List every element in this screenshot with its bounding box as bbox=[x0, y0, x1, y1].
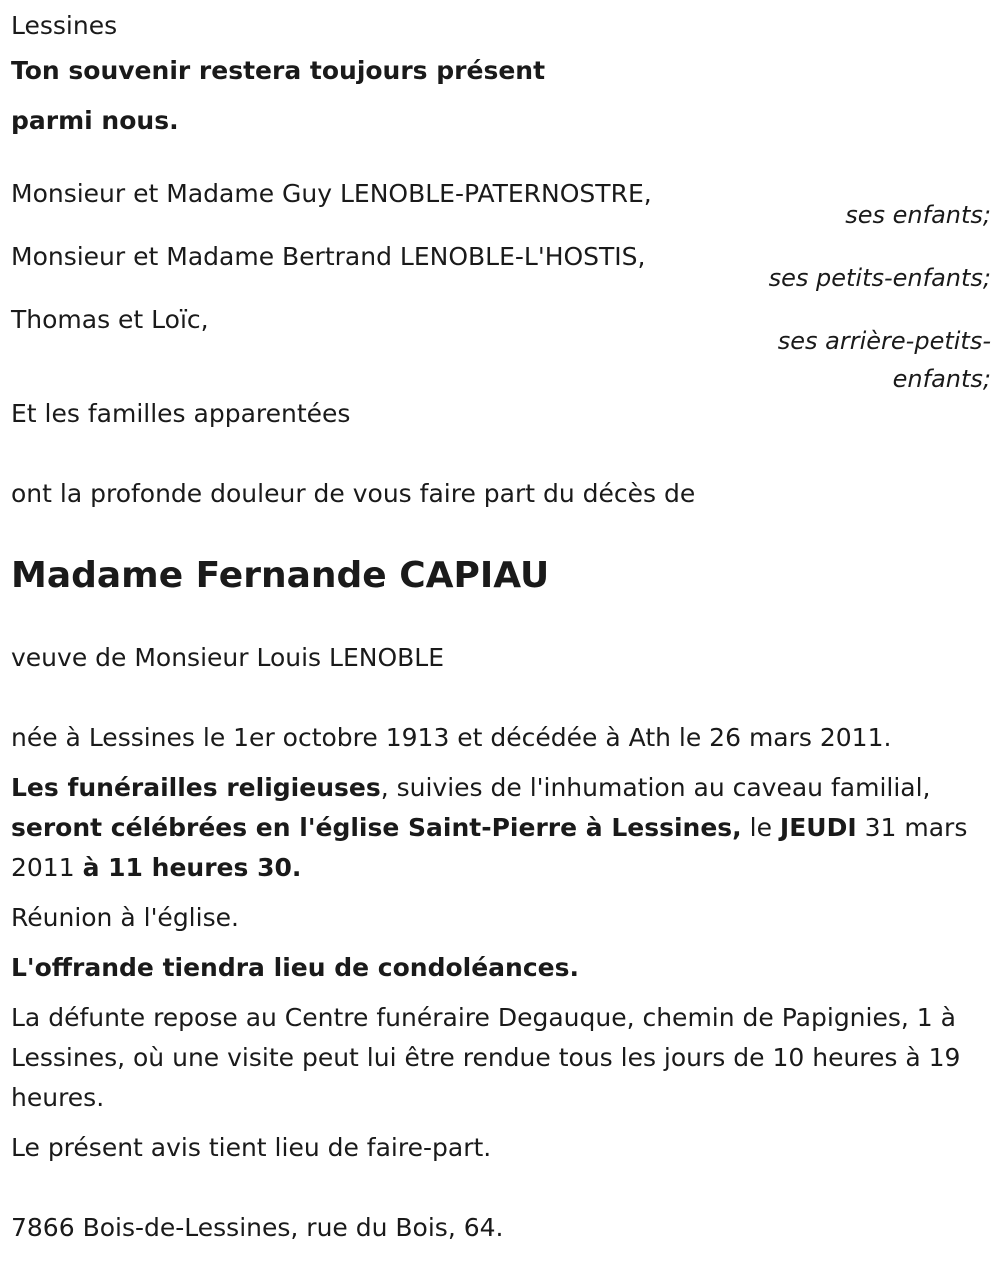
city-heading: Lessines bbox=[11, 11, 118, 40]
birth-death-dates: née à Lessines le 1er octobre 1913 et décédée à Ath le 26 mars 2011. bbox=[11, 723, 892, 752]
funeral-date: 31 mars 2011 bbox=[11, 813, 968, 882]
funeral-church-text: seront célébrées en l'église Saint-Pierre à Lessines, bbox=[11, 813, 742, 842]
funeral-le-text: le bbox=[741, 813, 780, 842]
relation-great-grandchildren-line-1: ses arrière-petits- bbox=[777, 327, 991, 355]
funeral-burial-text: , suivies de l'inhumation au caveau familial, bbox=[380, 773, 931, 802]
motto-line-1: Ton souvenir restera toujours présent bbox=[11, 56, 546, 85]
family-member-great-grandchildren: Thomas et Loïc, bbox=[11, 305, 209, 334]
reunion-text: Réunion à l'église. bbox=[11, 903, 239, 932]
relation-children: ses enfants; bbox=[845, 201, 991, 229]
family-member-grandchildren: Monsieur et Madame Bertrand LENOBLE-L'HOSTIS, bbox=[11, 242, 646, 271]
obituary-notice bbox=[11, 6, 991, 1248]
motto-line-2: parmi nous. bbox=[11, 106, 179, 135]
family-list bbox=[11, 174, 991, 394]
related-families: Et les familles apparentées bbox=[11, 399, 351, 428]
funeral-home-text: La défunte repose au Centre funéraire Degauque, chemin de Papignies, 1 à Lessines, où une visite peut lui être rendue tous les jours de 10 heures à 19 heures. bbox=[11, 1003, 961, 1112]
family-member-children: Monsieur et Madame Guy LENOBLE-PATERNOSTRE, bbox=[11, 179, 652, 208]
funeral-time: à 11 heures 30. bbox=[82, 853, 302, 882]
family-address: 7866 Bois-de-Lessines, rue du Bois, 64. bbox=[11, 1213, 504, 1242]
deceased-name: Madame Fernande CAPIAU bbox=[11, 555, 550, 596]
funeral-details bbox=[11, 768, 991, 888]
announcement-text: ont la profonde douleur de vous faire part du décès de bbox=[11, 479, 696, 508]
funeral-religious-label: Les funérailles religieuses bbox=[11, 773, 381, 802]
offrande-text: L'offrande tiendra lieu de condoléances. bbox=[11, 953, 579, 982]
widow-of-text: veuve de Monsieur Louis LENOBLE bbox=[11, 643, 444, 672]
funeral-day: JEUDI bbox=[779, 813, 857, 842]
relation-grandchildren: ses petits-enfants; bbox=[768, 264, 991, 292]
faire-part-text: Le présent avis tient lieu de faire-part. bbox=[11, 1133, 492, 1162]
relation-great-grandchildren-line-2: enfants; bbox=[892, 365, 991, 393]
